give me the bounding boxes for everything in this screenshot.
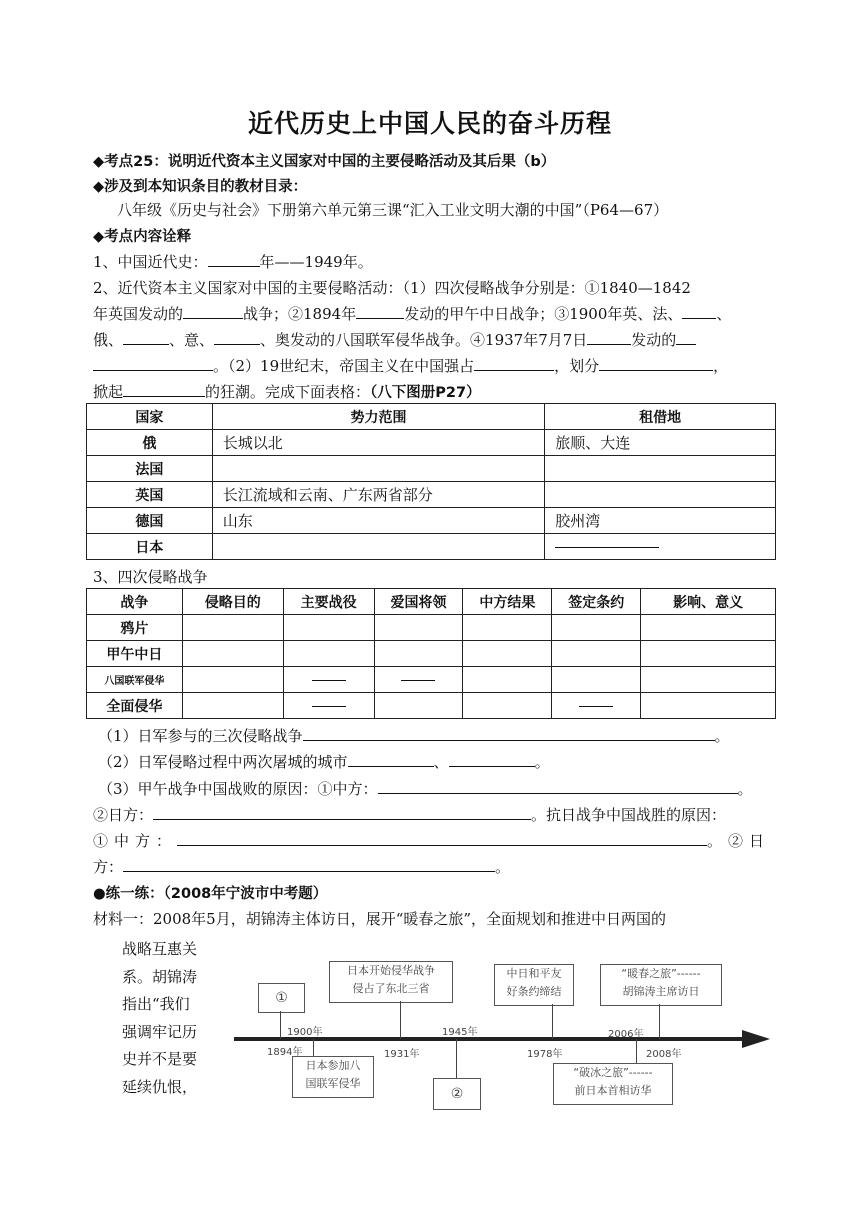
cell[interactable]	[552, 615, 641, 641]
header-battle: 主要战役	[283, 589, 374, 615]
cell	[283, 693, 374, 719]
header-lease: 租借地	[545, 404, 776, 430]
cell[interactable]	[463, 693, 552, 719]
timeline-box-7: “破冰之旅”------ 前日本首相访华	[553, 1063, 673, 1105]
blank[interactable]	[599, 356, 713, 371]
war-name: 甲午中日	[87, 641, 183, 667]
blank[interactable]	[449, 752, 535, 767]
strike-line	[555, 547, 659, 548]
lease-cell[interactable]	[545, 534, 776, 560]
cell[interactable]	[182, 693, 283, 719]
year-label: 1894年	[267, 1047, 303, 1058]
sphere-cell[interactable]	[212, 534, 544, 560]
lease-cell[interactable]	[545, 482, 776, 508]
sub-question-1: （1）日军参与的三次侵略战争 。	[98, 727, 730, 745]
war-name: 全面侵华	[87, 693, 183, 719]
connector	[280, 1011, 281, 1039]
question-2-line5: 掀起 的狂潮。完成下面表格：（八下图册P27）	[93, 383, 481, 401]
material-column: 战略互惠关 系。胡锦涛 指出“我们 强调牢记历 史并不是要 延续仇恨，	[122, 940, 198, 1096]
timeline-box-6: ②	[433, 1078, 481, 1110]
cell[interactable]	[641, 667, 776, 693]
header-result: 中方结果	[463, 589, 552, 615]
blank[interactable]	[123, 330, 169, 345]
sub-question-2: （2）日军侵略过程中两次屠城的城市 、 。	[98, 753, 550, 771]
connector	[552, 1004, 553, 1039]
sphere-cell[interactable]: 长城以北	[212, 430, 544, 456]
cell[interactable]	[641, 615, 776, 641]
lease-cell[interactable]: 胶州湾	[545, 508, 776, 534]
neirong-heading: ◆考点内容诠释	[93, 229, 192, 245]
blank[interactable]	[587, 330, 631, 345]
cell[interactable]	[182, 615, 283, 641]
blank[interactable]	[183, 304, 243, 319]
cell[interactable]	[374, 641, 463, 667]
cell[interactable]	[552, 641, 641, 667]
material-line1: 材料一：2008年5月，胡锦涛主体访日，展开“暖春之旅”，全面规划和推进中日两国的	[93, 910, 667, 928]
header-impact: 影响、意义	[641, 589, 776, 615]
question-2-line4: 。（2）19世纪末，帝国主义在中国强占 ，划分 ，	[93, 355, 728, 376]
header-treaty: 签定条约	[552, 589, 641, 615]
table-header-row	[87, 404, 776, 430]
blank[interactable]	[123, 382, 205, 397]
sphere-cell[interactable]: 长江流域和云南、广东两省部分	[212, 482, 544, 508]
connector	[636, 1039, 637, 1063]
connector	[456, 1039, 457, 1078]
war-name: 鸦片	[87, 615, 183, 641]
blank[interactable]	[348, 752, 434, 767]
table-row	[87, 615, 776, 641]
header-sphere: 势力范围	[212, 404, 544, 430]
header-purpose: 侵略目的	[182, 589, 283, 615]
table-row	[87, 430, 776, 456]
blank[interactable]	[303, 726, 715, 741]
strike-line	[312, 706, 346, 707]
table-header-row	[87, 589, 776, 615]
year-label: 1978年	[527, 1049, 563, 1060]
country-cell: 英国	[87, 482, 213, 508]
sub-question-3-japan: ②日方： 。抗日战争中国战胜的原因：	[93, 806, 727, 824]
blank[interactable]	[214, 330, 260, 345]
header-country: 国家	[87, 404, 213, 430]
year-label: 2008年	[646, 1049, 682, 1060]
year-label: 1931年	[384, 1049, 420, 1060]
country-cell: 德国	[87, 508, 213, 534]
table-row	[87, 456, 776, 482]
cell	[283, 667, 374, 693]
table-row	[87, 667, 776, 693]
page-title: 近代历史上中国人民的奋斗历程	[247, 109, 612, 138]
question-2-line2: 年英国发动的 战争；②1894年 发动的甲午中日战争；③1900年英、法、 、	[93, 305, 732, 323]
arrow-head	[742, 1030, 770, 1048]
table-row	[87, 482, 776, 508]
sphere-table	[86, 403, 776, 560]
blank[interactable]	[682, 304, 716, 319]
timeline-box-2: 日本开始侵华战争 侵占了东北三省	[329, 961, 453, 1003]
cell[interactable]	[374, 693, 463, 719]
strike-line	[579, 706, 613, 707]
jiaocai-heading: ◆涉及到本知识条目的教材目录：	[93, 179, 308, 195]
blank[interactable]	[378, 779, 738, 794]
sub-question-3: （3）甲午战争中国战败的原因：①中方： 。	[98, 780, 753, 798]
timeline-box-4: “暖春之旅”------ 胡锦涛主席访日	[600, 964, 722, 1006]
sub-question-3-japan-2: 方： 。	[93, 858, 511, 876]
cell[interactable]	[463, 641, 552, 667]
question-2-line1: 2、近代资本主义国家对中国的主要侵略活动：（1）四次侵略战争分别是：①1840—1842	[93, 279, 691, 297]
kaodian-heading: ◆考点25：说明近代资本主义国家对中国的主要侵略活动及其后果（b）	[93, 154, 556, 170]
sphere-cell[interactable]: 山东	[212, 508, 544, 534]
blank[interactable]	[93, 356, 213, 371]
country-cell: 日本	[87, 534, 213, 560]
blank[interactable]	[123, 857, 495, 872]
blank[interactable]	[208, 252, 260, 267]
cell[interactable]	[283, 615, 374, 641]
cell[interactable]	[552, 667, 641, 693]
practice-heading: ●练一练：（2008年宁波市中考题）	[93, 886, 328, 902]
header-war: 战争	[87, 589, 183, 615]
question-3: 3、四次侵略战争	[93, 568, 208, 586]
question-2-line3: 俄、 、意、 、奥发动的八国联军侵华战争。④1937年7月7日 发动的	[93, 329, 696, 350]
lease-cell[interactable]: 旅顺、大连	[545, 430, 776, 456]
cell[interactable]	[641, 641, 776, 667]
blank[interactable]	[676, 330, 696, 345]
cell[interactable]	[463, 615, 552, 641]
year-label: 1945年	[442, 1027, 478, 1038]
country-cell: 俄	[87, 430, 213, 456]
cell	[374, 667, 463, 693]
blank[interactable]	[177, 831, 707, 846]
blank[interactable]	[474, 356, 554, 371]
timeline-box-3: 中日和平友 好条约缔结	[494, 964, 574, 1006]
lease-cell[interactable]	[545, 456, 776, 482]
question-1: 1、中国近代史： 年——1949年。	[93, 253, 373, 271]
strike-line	[401, 680, 435, 681]
timeline-box-1: ①	[258, 983, 305, 1013]
jiaocai-text: 八年级《历史与社会》下册第六单元第三课“汇入工业文明大潮的中国”（P64—67）	[117, 201, 669, 219]
blank[interactable]	[356, 304, 404, 319]
table-row	[87, 508, 776, 534]
sub-question-3-victory: ①中方： 。②日	[93, 832, 771, 850]
war-table	[86, 588, 776, 719]
war-name: 八国联军侵华	[87, 667, 183, 693]
header-general: 爱国将领	[374, 589, 463, 615]
year-label: 1900年	[287, 1027, 323, 1038]
table-row	[87, 641, 776, 667]
cell[interactable]	[182, 641, 283, 667]
sphere-cell[interactable]	[212, 456, 544, 482]
table-row	[87, 693, 776, 719]
timeline-box-5: 日本参加八 国联军侵华	[292, 1056, 374, 1098]
connector	[313, 1039, 314, 1056]
cell[interactable]	[182, 667, 283, 693]
table-row	[87, 534, 776, 560]
cell	[552, 693, 641, 719]
strike-line	[312, 680, 346, 681]
connector	[400, 1001, 401, 1039]
connector	[659, 1004, 660, 1039]
cell[interactable]	[283, 641, 374, 667]
cell[interactable]	[641, 693, 776, 719]
year-label: 2006年	[608, 1029, 644, 1040]
cell[interactable]	[374, 615, 463, 641]
cell[interactable]	[463, 667, 552, 693]
blank[interactable]	[153, 805, 531, 820]
country-cell: 法国	[87, 456, 213, 482]
